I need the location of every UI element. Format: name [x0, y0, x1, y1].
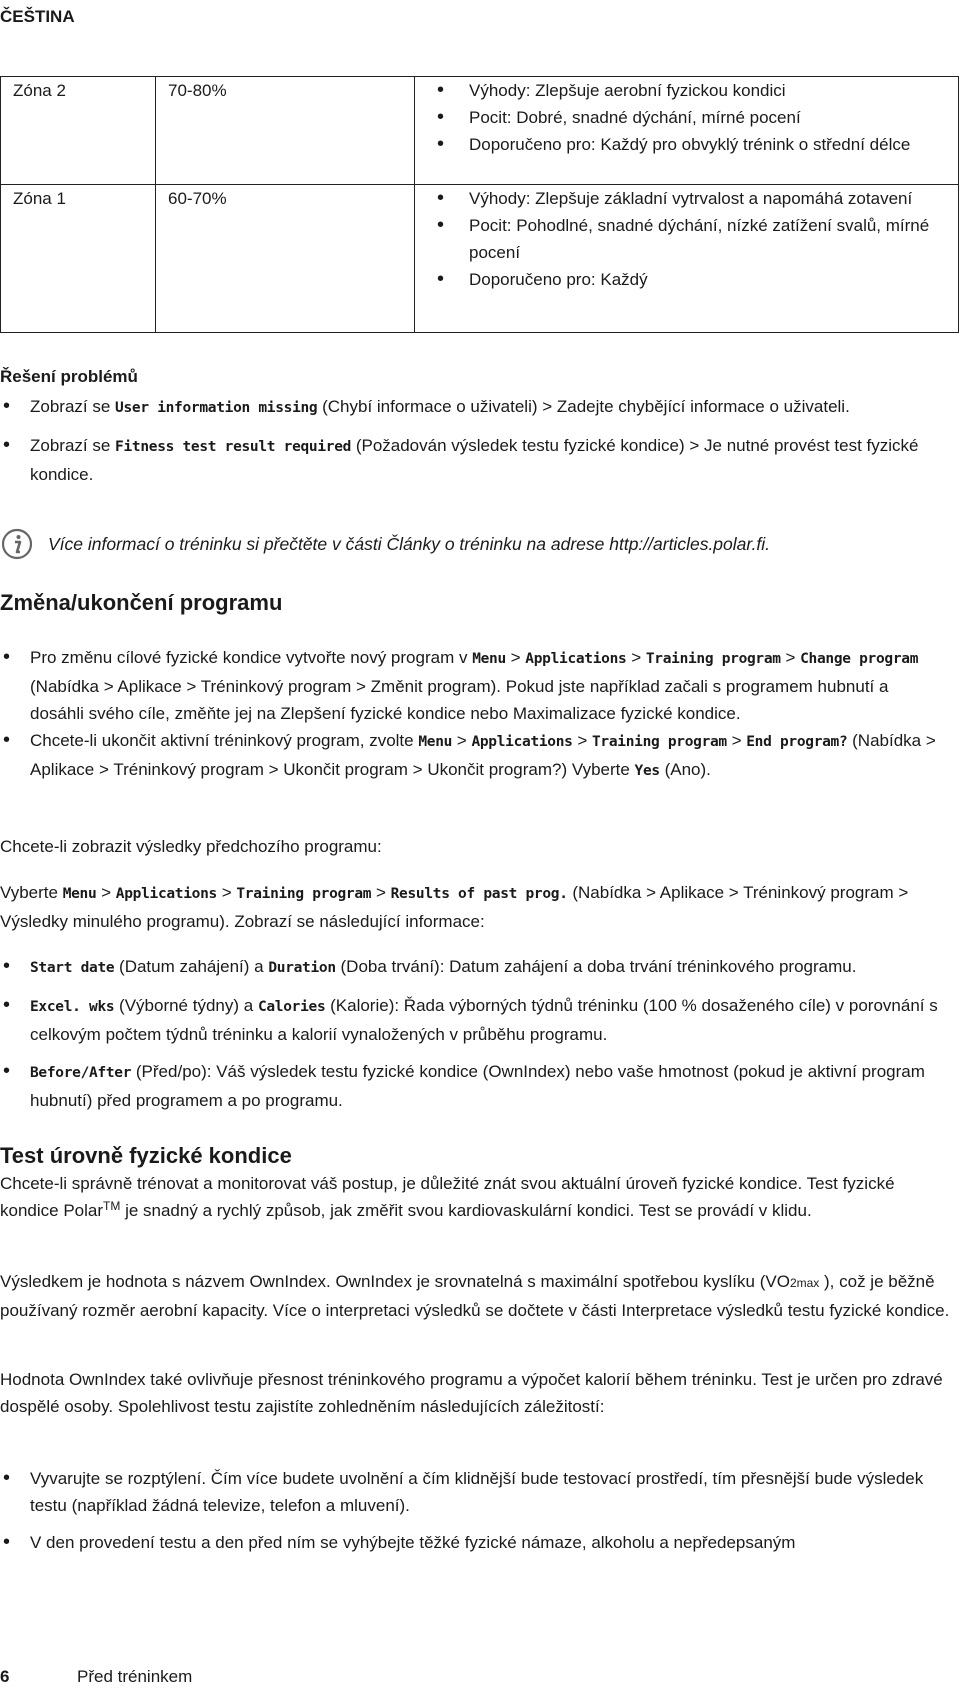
- table-row: [1, 185, 959, 333]
- device-message: User information missing: [115, 400, 318, 416]
- list-item: • Before/After (Před/po): Váš výsledek testu fyzické kondice (OwnIndex) nebo vaše hmotnost (pokud je aktivní program hubnutí) před programem a po programu.: [0, 1058, 945, 1114]
- past-results-list: [0, 953, 945, 1114]
- zone-percent-cell: 60-70%: [156, 185, 415, 333]
- page-number: 6: [0, 1667, 10, 1686]
- zone-bullets-cell: [415, 77, 959, 185]
- ownindex-description: Výsledkem je hodnota s názvem OwnIndex. OwnIndex je srovnatelná s maximální spotřebou kyslíku (VO2max ), což je běžně používaný rozměr aerobní kapacity. Více o interpretaci výsledků se dočtete v části Interpretace výsledků testu fyzické kondice.: [0, 1272, 950, 1320]
- menu-path-applications: Applications: [525, 651, 627, 667]
- field-calories: Calories: [257, 999, 326, 1015]
- menu-path-results-of-past-prog: Results of past prog.: [390, 886, 568, 902]
- zone-percent-cell: 70-80%: [156, 77, 415, 185]
- menu-path-menu: Menu: [418, 734, 453, 750]
- trademark-mark: TM: [103, 1199, 121, 1213]
- field-start-date: Start date: [30, 960, 115, 976]
- list-item: • Pocit: Dobré, snadné dýchání, mírné pocení: [425, 104, 946, 131]
- list-item: • Excel. wks (Výborné týdny) a Calories (Kalorie): Řada výborných týdnů tréninku (100 % dosaženého cíle) v porovnání s celkovým počtem týdnů tréninku a kalorií vynaložených v průběhu programu.: [0, 992, 945, 1048]
- list-item: • Pro změnu cílové fyzické kondice vytvořte nový program v Menu > Applications > Training program > Change program (Nabídka > Aplikace > Tréninkový program > Změnit program). Pokud jste například začali s programem hubnutí a dosáhli svého cíle, změňte jej na Zlepšení fyzické kondice nebo Maximalizace fyzické kondice.: [0, 644, 945, 727]
- menu-path-training-program: Training program: [591, 734, 727, 750]
- menu-path-applications: Applications: [471, 734, 573, 750]
- change-program-list: [0, 644, 945, 785]
- page-footer: [0, 1663, 193, 1690]
- table-row: [1, 77, 959, 185]
- past-results-path: Vyberte Menu > Applications > Training program > Results of past prog. (Nabídka > Aplikace > Tréninkový program > Výsledky minulého programu). Zobrazí se následující informace:: [0, 883, 909, 931]
- menu-path-change-program: Change program: [800, 651, 919, 667]
- fitness-test-title: Test úrovně fyzické kondice: [0, 1143, 292, 1168]
- zone-name-cell: Zóna 1: [1, 185, 156, 333]
- list-item: • Chcete-li ukončit aktivní tréninkový program, zvolte Menu > Applications > Training program > End program? (Nabídka > Aplikace > Tréninkový program > Ukončit program > Ukončit program?) Vyberte Yes (Ano).: [0, 727, 945, 785]
- list-item: • Zobrazí se User information missing (Chybí informace o uživateli) > Zadejte chybějící informace o uživateli.: [0, 393, 930, 422]
- info-text: Více informací o tréninku si přečtěte v části Články o tréninku na adrese http://articles.polar.fi.: [48, 534, 771, 554]
- vo2max-subscript: 2max: [789, 1276, 820, 1290]
- menu-path-training-program: Training program: [645, 651, 781, 667]
- list-item: • Výhody: Zlepšuje aerobní fyzickou kondici: [425, 77, 946, 104]
- menu-option-yes: Yes: [634, 763, 660, 779]
- past-results-intro: Chcete-li zobrazit výsledky předchozího programu:: [0, 837, 382, 856]
- menu-path-menu: Menu: [472, 651, 506, 667]
- list-item: • Pocit: Pohodlné, snadné dýchání, nízké zatížení svalů, mírné pocení: [425, 212, 946, 266]
- menu-path-menu: Menu: [62, 886, 97, 902]
- menu-path-applications: Applications: [115, 886, 217, 902]
- zone-bullets-cell: [415, 185, 959, 333]
- heart-rate-zone-table: [0, 76, 959, 333]
- chapter-title: Před tréninkem: [77, 1667, 193, 1686]
- list-item: • Výhody: Zlepšuje základní vytrvalost a napomáhá zotavení: [425, 185, 946, 212]
- ownindex-accuracy: Hodnota OwnIndex také ovlivňuje přesnost tréninkového programu a výpočet kalorií během tréninku. Test je určen pro zdravé dospělé osoby. Spolehlivost testu zajistíte zohledněním následujících záležitostí:: [0, 1370, 943, 1416]
- zone-name-cell: Zóna 2: [1, 77, 156, 185]
- field-excel-wks: Excel. wks: [30, 999, 115, 1015]
- test-conditions-list: [0, 1465, 945, 1556]
- fitness-test-intro: Chcete-li správně trénovat a monitorovat váš postup, je důležité znát svou aktuální úroveň fyzické kondice. Test fyzické kondice Polar™ je snadný a rychlý způsob, jak změřit svou kardiovaskulární kondici. Test se provádí v klidu.: [0, 1174, 895, 1220]
- language-header: ČEŠTINA: [0, 7, 75, 26]
- menu-path-end-program: End program?: [746, 734, 848, 750]
- info-icon: [0, 527, 34, 561]
- device-message: Fitness test result required: [115, 439, 352, 455]
- menu-path-training-program: Training program: [236, 886, 372, 902]
- list-item: • Start date (Datum zahájení) a Duration (Doba trvání): Datum zahájení a doba trvání tréninkového programu.: [0, 953, 945, 982]
- change-program-title: Změna/ukončení programu: [0, 590, 283, 615]
- list-item: • Zobrazí se Fitness test result required (Požadován výsledek testu fyzické kondice) > Je nutné provést test fyzické kondice.: [0, 432, 930, 488]
- field-duration: Duration: [268, 960, 336, 976]
- list-item: • Vyvarujte se rozptýlení. Čím více budete uvolnění a čím klidnější bude testovací prostředí, tím přesnější bude výsledek testu (například žádná televize, telefon a mluvení).: [0, 1465, 945, 1519]
- list-item: • Doporučeno pro: Každý: [425, 266, 946, 293]
- list-item: • Doporučeno pro: Každý pro obvyklý trénink o střední délce: [425, 131, 946, 158]
- troubleshooting-title: Řešení problémů: [0, 367, 138, 386]
- list-item: • V den provedení testu a den před ním se vyhýbejte těžké fyzické námaze, alkoholu a nepředepsaným: [0, 1529, 945, 1556]
- field-before-after: Before/After: [30, 1065, 132, 1081]
- troubleshooting-list: [0, 393, 930, 488]
